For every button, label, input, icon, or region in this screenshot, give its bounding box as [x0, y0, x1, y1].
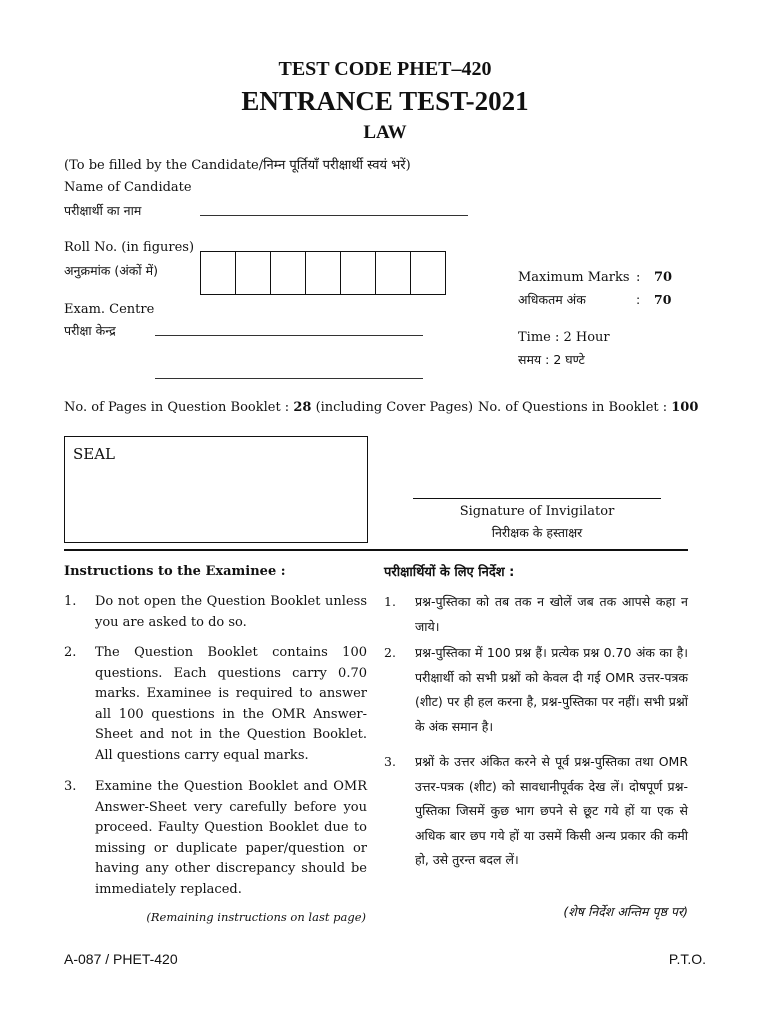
- pages-info: No. of Pages in Question Booklet : 28 (including Cover Pages): [64, 400, 474, 415]
- section-divider: [64, 549, 688, 551]
- roll-digit-box[interactable]: [375, 251, 410, 295]
- footer-pto: P.T.O.: [668, 951, 706, 967]
- centre-label-en: Exam. Centre: [64, 302, 155, 317]
- max-marks-hi: अधिकतम अंक : 70: [518, 292, 672, 307]
- test-code: TEST CODE PHET–420: [278, 58, 492, 80]
- roll-digit-box[interactable]: [340, 251, 375, 295]
- roll-label-en: Roll No. (in figures): [64, 240, 195, 255]
- name-label-hi: परीक्षार्थी का नाम: [64, 203, 142, 218]
- instructions-heading-hi: परीक्षार्थियों के लिए निर्देश :: [384, 565, 515, 580]
- max-marks-en: Maximum Marks : 70: [518, 270, 673, 285]
- seal-label: SEAL: [73, 445, 116, 463]
- exam-title: ENTRANCE TEST-2021: [241, 86, 529, 116]
- signature-label-en: Signature of Invigilator: [459, 504, 615, 519]
- subject-title: LAW: [363, 122, 407, 143]
- footer-code: A-087 / PHET-420: [64, 951, 178, 967]
- questions-info: No. of Questions in Booklet : 100: [478, 400, 699, 415]
- questions-value: 100: [671, 400, 699, 415]
- roll-number-boxes[interactable]: [200, 251, 446, 295]
- roll-digit-box[interactable]: [270, 251, 305, 295]
- centre-write-line-1[interactable]: [155, 335, 423, 336]
- roll-label-hi: अनुक्रमांक (अंकों में): [64, 263, 158, 278]
- instruction-item-hi-1: 1. प्रश्न-पुस्तिका को तब तक न खोलें जब तक आपसे कहा न जाये।: [384, 594, 688, 634]
- instruction-item-hi-3: 3. प्रश्नों के उत्तर अंकित करने से पूर्व प्रश्न-पुस्तिका तथा OMR उत्तर-पत्रक (शीट) को सावधानीपूर्वक देख लें। दोषपूर्ण प्रश्न-पुस्तिका जिसमें कुछ भाग छपने से छूट गये हों या एक से अधिक बार छप गये हों या उसमें किसी अन्य प्रकार की कमी हो, उसे तुरन्त बदल लें।: [384, 754, 688, 867]
- remaining-note-en: (Remaining instructions on last page): [146, 910, 366, 924]
- roll-digit-box[interactable]: [410, 251, 446, 295]
- roll-digit-box[interactable]: [235, 251, 270, 295]
- instructions-heading-en: Instructions to the Examinee :: [64, 564, 286, 579]
- time-hi: समय : 2 घण्टे: [518, 352, 585, 367]
- max-marks-value: 70: [654, 270, 673, 285]
- signature-label-hi: निरीक्षक के हस्ताक्षर: [491, 525, 583, 540]
- time-en: Time : 2 Hour: [518, 330, 610, 345]
- instruction-item-hi-2: 2. प्रश्न-पुस्तिका में 100 प्रश्न हैं। प्रत्येक प्रश्न 0.70 अंक का है। परीक्षार्थी को सभी प्रश्नों को केवल दी गई OMR उत्तर-पत्रक (शीट) पर ही हल करना है, प्रश्न-पुस्तिका पर नहीं। सभी प्रश्नों के अंक समान है।: [384, 645, 688, 734]
- instruction-item-en-1: 1. Do not open the Question Booklet unless you are asked to do so.: [64, 594, 367, 630]
- instruction-item-en-3: 3. Examine the Question Booklet and OMR Answer-Sheet very carefully before you proceed. Faulty Question Booklet due to missing or duplicate paper/question or having any other discrepancy should be immediately replaced.: [64, 779, 367, 897]
- centre-label-hi: परीक्षा केन्द्र: [64, 323, 116, 338]
- seal-box: [64, 436, 368, 543]
- remaining-note-hi: (शेष निर्देश अन्तिम पृष्ठ पर): [563, 904, 688, 919]
- pages-value: 28: [293, 400, 312, 415]
- instruction-item-en-2: 2. The Question Booklet contains 100 questions. Each questions carry 0.70 marks. Examinee is required to answer all 100 questions in the OMR Answer-Sheet and not in the Question Booklet. All questions carry equal marks.: [64, 645, 367, 763]
- max-marks-value-hi: 70: [654, 292, 672, 307]
- roll-digit-box[interactable]: [305, 251, 340, 295]
- centre-write-line-2[interactable]: [155, 378, 423, 379]
- roll-digit-box[interactable]: [200, 251, 235, 295]
- name-label-en: Name of Candidate: [64, 180, 192, 195]
- signature-line[interactable]: [413, 498, 661, 499]
- name-write-line[interactable]: [200, 215, 468, 216]
- fill-note: (To be filled by the Candidate/निम्न पूर्तियाँ परीक्षार्थी स्वयं भरें): [64, 158, 411, 173]
